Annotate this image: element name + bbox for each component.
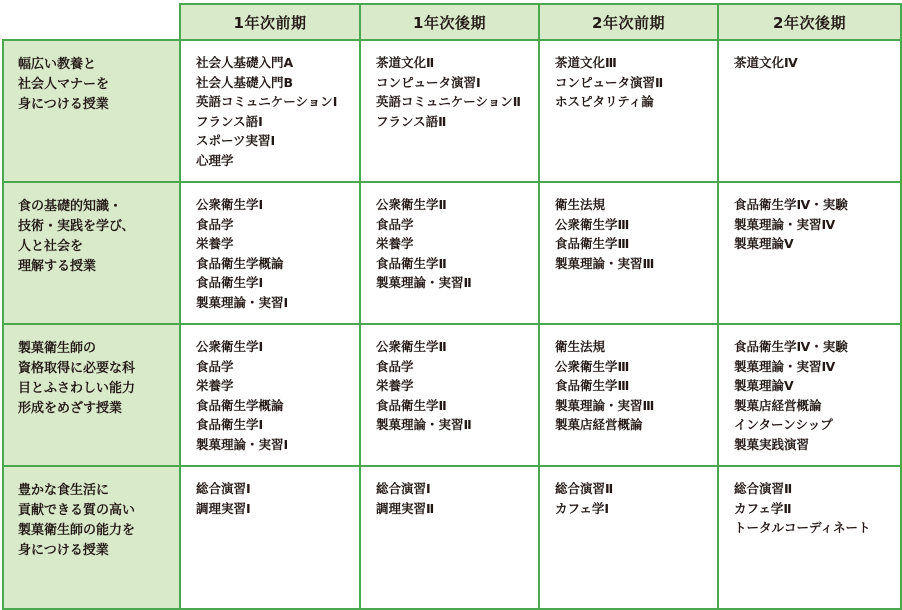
header-corner bbox=[3, 4, 180, 40]
course-item: 公衆衛生学Ⅰ bbox=[196, 339, 264, 354]
course-item: 食品衛生学Ⅱ bbox=[376, 255, 447, 271]
course-item: 栄養学 bbox=[196, 236, 234, 251]
category-cell bbox=[3, 466, 180, 609]
category-label: 食の基礎的知識・ 技術・実践を学び、 人と社会を 理解する授業 bbox=[18, 199, 135, 274]
course-item: 食品衛生学Ⅲ bbox=[555, 236, 630, 251]
course-item: 食品衛生学Ⅲ bbox=[555, 378, 630, 393]
course-item: 食品衛生学Ⅰ bbox=[196, 275, 264, 290]
course-item: 食品学 bbox=[196, 358, 234, 374]
table-row bbox=[3, 182, 901, 324]
course-cell bbox=[360, 324, 539, 466]
course-item: カフェ学Ⅱ bbox=[734, 500, 792, 516]
course-item: 茶道文化Ⅲ bbox=[555, 55, 617, 70]
course-cell bbox=[360, 466, 539, 609]
course-cell bbox=[180, 40, 360, 182]
course-item: 総合演習Ⅱ bbox=[734, 481, 793, 496]
course-item: 製菓理論・実習Ⅰ bbox=[196, 294, 289, 310]
course-item: 調理実習Ⅱ bbox=[376, 500, 435, 516]
course-item: 食品衛生学Ⅱ bbox=[376, 397, 447, 413]
course-item: スポーツ実習Ⅰ bbox=[196, 133, 276, 148]
course-cell bbox=[539, 466, 718, 609]
curriculum-table bbox=[2, 3, 902, 610]
table-row bbox=[3, 40, 901, 182]
course-cell bbox=[718, 40, 901, 182]
course-item: 食品学 bbox=[376, 358, 414, 374]
course-item: 製菓理論・実習Ⅰ bbox=[196, 436, 289, 452]
course-cell bbox=[718, 324, 901, 466]
category-label: 豊かな食生活に 貢献できる質の高い 製菓衛生師の能力を 身につける授業 bbox=[18, 483, 136, 558]
course-item: 製菓理論・実習Ⅱ bbox=[376, 275, 472, 290]
course-item: 社会人基礎入門A bbox=[196, 55, 294, 70]
course-item: 製菓理論Ⅴ bbox=[734, 378, 794, 393]
table-row bbox=[3, 466, 901, 609]
course-item: 製菓理論・実習Ⅱ bbox=[376, 417, 472, 432]
category-cell bbox=[3, 182, 180, 324]
course-item: 製菓理論・実習Ⅲ bbox=[555, 255, 655, 271]
course-cell bbox=[360, 40, 539, 182]
course-cell bbox=[718, 466, 901, 609]
course-item: 茶道文化Ⅳ bbox=[734, 55, 798, 70]
course-cell bbox=[180, 182, 360, 324]
course-item: トータルコーディネート bbox=[734, 520, 871, 535]
course-cell bbox=[539, 324, 718, 466]
course-item: 栄養学 bbox=[196, 378, 234, 393]
course-cell bbox=[718, 182, 901, 324]
term-header-3: 2年次前期 bbox=[539, 4, 718, 40]
category-label: 製菓衛生師の 資格取得に必要な科 目とふさわしい能力 形成をめざす授業 bbox=[18, 341, 136, 416]
course-item: 総合演習Ⅰ bbox=[376, 481, 431, 496]
course-item: 製菓実践演習 bbox=[734, 436, 810, 452]
table-row bbox=[3, 324, 901, 466]
course-item: ホスピタリティ論 bbox=[555, 94, 654, 109]
term-header-1: 1年次前期 bbox=[180, 4, 360, 40]
course-item: コンピュータ演習Ⅱ bbox=[555, 74, 664, 90]
course-item: 食品衛生学Ⅰ bbox=[196, 417, 264, 432]
course-item: 衛生法規 bbox=[555, 197, 606, 212]
course-item: 公衆衛生学Ⅱ bbox=[376, 197, 447, 212]
course-item: 衛生法規 bbox=[555, 339, 606, 354]
course-cell bbox=[180, 466, 360, 609]
course-item: 公衆衛生学Ⅱ bbox=[376, 339, 447, 354]
course-item: 栄養学 bbox=[376, 378, 414, 393]
category-cell bbox=[3, 324, 180, 466]
term-header-row bbox=[3, 4, 901, 40]
course-cell bbox=[360, 182, 539, 324]
course-item: フランス語Ⅱ bbox=[376, 113, 447, 129]
course-cell bbox=[539, 40, 718, 182]
category-label: 幅広い教養と 社会人マナーを 身につける授業 bbox=[18, 57, 110, 112]
course-item: 英語コミュニケーションⅠ bbox=[196, 94, 338, 109]
course-cell bbox=[180, 324, 360, 466]
course-item: コンピュータ演習Ⅰ bbox=[376, 74, 481, 90]
course-item: 社会人基礎入門B bbox=[196, 74, 294, 90]
course-item: 製菓理論・実習Ⅳ bbox=[734, 358, 836, 374]
course-item: 食品衛生学概論 bbox=[196, 397, 284, 413]
course-item: 食品衛生学Ⅳ・実験 bbox=[734, 197, 848, 212]
course-item: 心理学 bbox=[196, 152, 234, 168]
course-item: 製菓理論・実習Ⅲ bbox=[555, 397, 655, 413]
course-item: 製菓理論・実習Ⅳ bbox=[734, 216, 836, 232]
term-header-4: 2年次後期 bbox=[718, 4, 901, 40]
course-item: 製菓理論Ⅴ bbox=[734, 236, 794, 251]
course-item: インターンシップ bbox=[734, 417, 833, 432]
category-cell bbox=[3, 40, 180, 182]
course-item: フランス語Ⅰ bbox=[196, 113, 263, 129]
course-item: 公衆衛生学Ⅲ bbox=[555, 216, 630, 232]
course-item: 食品学 bbox=[196, 216, 234, 232]
course-item: 総合演習Ⅰ bbox=[196, 481, 251, 496]
course-item: 公衆衛生学Ⅲ bbox=[555, 358, 630, 374]
course-item: 英語コミュニケーションⅡ bbox=[376, 94, 521, 109]
course-item: 総合演習Ⅱ bbox=[555, 481, 614, 496]
term-header-2: 1年次後期 bbox=[360, 4, 539, 40]
course-item: カフェ学Ⅰ bbox=[555, 500, 610, 516]
course-item: 食品学 bbox=[376, 216, 414, 232]
course-item: 食品衛生学Ⅳ・実験 bbox=[734, 339, 848, 354]
course-item: 製菓店経営概論 bbox=[734, 397, 822, 413]
course-item: 茶道文化Ⅱ bbox=[376, 55, 435, 70]
course-item: 調理実習Ⅰ bbox=[196, 500, 251, 516]
course-item: 公衆衛生学Ⅰ bbox=[196, 197, 264, 212]
course-cell bbox=[539, 182, 718, 324]
course-item: 食品衛生学概論 bbox=[196, 255, 284, 271]
course-item: 栄養学 bbox=[376, 236, 414, 251]
course-item: 製菓店経営概論 bbox=[555, 417, 643, 432]
curriculum-body bbox=[3, 40, 901, 609]
